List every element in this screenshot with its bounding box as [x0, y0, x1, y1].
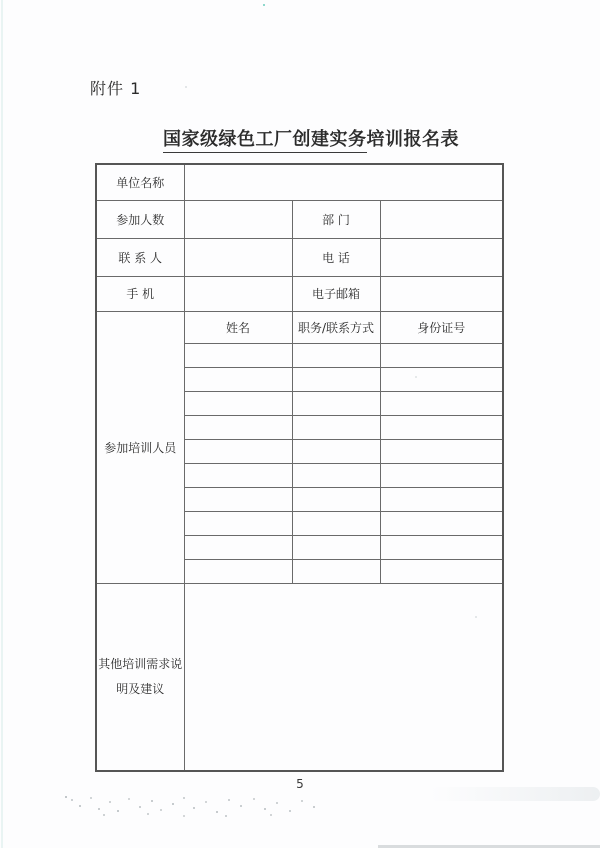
participant-empty-cell	[380, 391, 503, 415]
participant-empty-cell	[292, 487, 380, 511]
participant-empty-cell	[380, 367, 503, 391]
participant-count-value-cell	[184, 200, 292, 238]
participant-empty-cell	[184, 391, 292, 415]
participant-empty-cell	[184, 439, 292, 463]
document-title-rest: 培训报名表	[366, 129, 459, 150]
participant-empty-cell	[184, 463, 292, 487]
document-title	[0, 125, 600, 151]
phone-value-cell	[380, 238, 503, 276]
participant-empty-cell	[292, 535, 380, 559]
participants-section-label: 参加培训人员	[96, 311, 184, 583]
email-value-cell	[380, 276, 503, 311]
participant-empty-cell	[380, 343, 503, 367]
scan-smudge-artifact	[430, 787, 600, 801]
participant-empty-cell	[380, 415, 503, 439]
column-header-name: 姓名	[184, 311, 292, 343]
participant-empty-cell	[184, 367, 292, 391]
other-needs-value-cell	[184, 583, 503, 771]
attachment-label: 附件 1	[90, 79, 142, 98]
page-number: 5	[296, 777, 304, 791]
phone-label: 电 话	[292, 238, 380, 276]
participant-empty-cell	[292, 463, 380, 487]
department-value-cell	[380, 200, 503, 238]
participant-empty-cell	[292, 343, 380, 367]
participant-empty-cell	[292, 511, 380, 535]
row-mobile-email	[96, 276, 503, 311]
participant-count-label: 参加人数	[96, 200, 184, 238]
participant-empty-cell	[184, 415, 292, 439]
other-needs-label-line2: 明及建议	[116, 681, 165, 696]
row-other-needs	[96, 583, 503, 771]
mobile-label: 手 机	[96, 276, 184, 311]
participant-empty-cell	[380, 487, 503, 511]
participants-header-row	[96, 311, 503, 343]
row-unit-name	[96, 164, 503, 200]
mobile-value-cell	[184, 276, 292, 311]
participant-empty-cell	[380, 511, 503, 535]
participant-empty-cell	[184, 559, 292, 583]
row-contact-phone	[96, 238, 503, 276]
scan-noise-artifact	[65, 796, 67, 798]
participant-empty-cell	[380, 463, 503, 487]
unit-name-value-cell	[184, 164, 503, 200]
contact-person-value-cell	[184, 238, 292, 276]
participant-empty-cell	[292, 439, 380, 463]
document-title-underlined: 国家级绿色工厂创建实务	[163, 129, 367, 153]
email-label: 电子邮箱	[292, 276, 380, 311]
participant-empty-cell	[292, 391, 380, 415]
department-label: 部 门	[292, 200, 380, 238]
registration-form-table	[95, 163, 504, 772]
participant-empty-cell	[292, 367, 380, 391]
column-header-id-number: 身份证号	[380, 311, 503, 343]
participant-empty-cell	[292, 415, 380, 439]
contact-person-label: 联 系 人	[96, 238, 184, 276]
row-count-department	[96, 200, 503, 238]
participant-empty-cell	[292, 559, 380, 583]
other-needs-label-line1: 其他培训需求说	[98, 656, 183, 671]
participant-empty-cell	[184, 343, 292, 367]
column-header-position-contact: 职务/联系方式	[292, 311, 380, 343]
participant-empty-cell	[184, 511, 292, 535]
unit-name-label: 单位名称	[96, 164, 184, 200]
participant-empty-cell	[380, 439, 503, 463]
participant-empty-cell	[380, 535, 503, 559]
participant-empty-cell	[184, 487, 292, 511]
participant-empty-cell	[184, 535, 292, 559]
other-needs-label	[96, 583, 184, 771]
participant-empty-cell	[380, 559, 503, 583]
